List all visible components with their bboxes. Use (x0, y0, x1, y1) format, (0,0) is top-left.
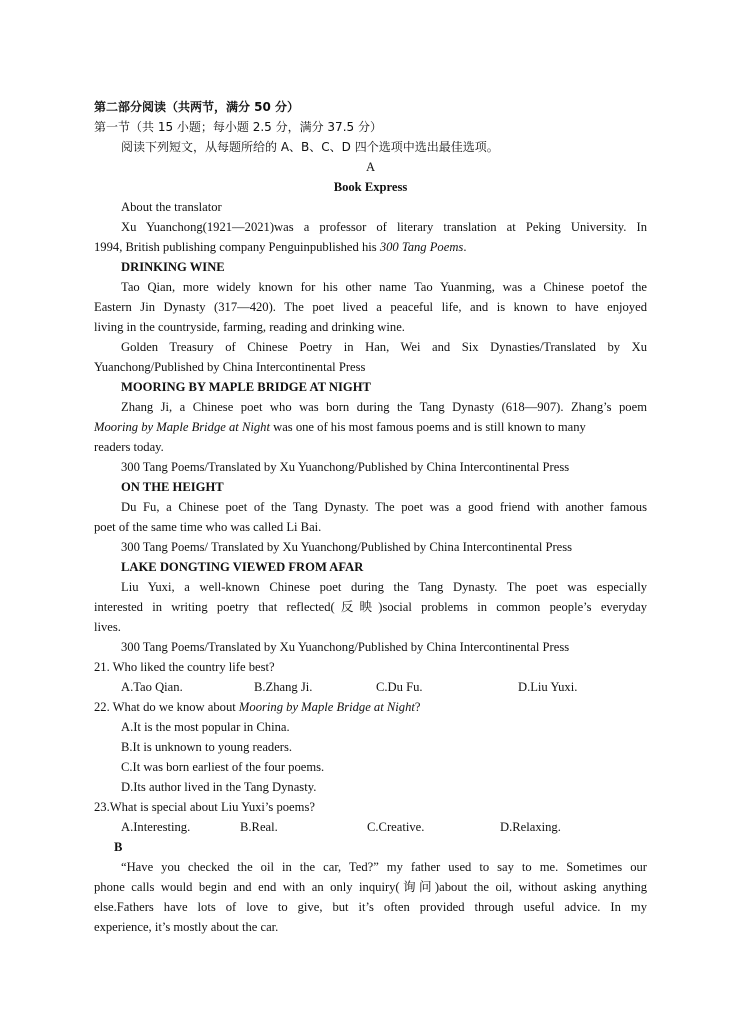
about-translator-label: About the translator (121, 200, 222, 214)
question-options-row (94, 677, 647, 697)
passage-b-letter: B (114, 840, 123, 854)
item-text-line: Mooring by Maple Bridge at Night was one of his most famous poems and is still known to many (94, 420, 586, 434)
item-heading: MOORING BY MAPLE BRIDGE AT NIGHT (121, 380, 371, 394)
item-source-line: 300 Tang Poems/Translated by Xu Yuanchong/Published by China Intercontinental Press (121, 640, 570, 654)
question-options-row (94, 817, 647, 837)
item-source-line: 300 Tang Poems/ Translated by Xu Yuanchong/Published by China Intercontinental Press (121, 540, 573, 554)
option-c: C.Creative. (367, 820, 425, 834)
item-source-line: 300 Tang Poems/Translated by Xu Yuanchong/Published by China Intercontinental Press (121, 460, 570, 474)
document-page (94, 97, 647, 937)
section-heading: 第一节（共 15 小题；每小题 2.5 分，满分 37.5 分） (94, 120, 382, 134)
question-stem: 22. What do we know about Mooring by Maple Bridge at Night? (94, 700, 421, 714)
passage-b-line: experience, it’s mostly about the car. (94, 920, 279, 934)
option-b: B.Zhang Ji. (254, 680, 313, 694)
option-d: D.Its author lived in the Tang Dynasty. (121, 780, 317, 794)
option-c: C.It was born earliest of the four poems. (121, 760, 325, 774)
passage-b-line: else.Fathers have lots of love to give, but it’s often provided through useful advice. In my (94, 900, 647, 914)
option-b: B.It is unknown to young readers. (121, 740, 293, 754)
passage-a-title: Book Express (333, 180, 408, 194)
item-text-line: Tao Qian, more widely known for his other name Tao Yuanming, was a Chinese poetof the (121, 280, 647, 294)
option-b: B.Real. (240, 820, 278, 834)
option-c: C.Du Fu. (376, 680, 423, 694)
option-d: D.Relaxing. (500, 820, 561, 834)
item-text-line: lives. (94, 620, 121, 634)
poem-title: Mooring by Maple Bridge at Night (94, 420, 270, 434)
passage-a-letter: A (365, 160, 376, 174)
item-text-line: poet of the same time who was called Li Bai. (94, 520, 322, 534)
option-d: D.Liu Yuxi. (518, 680, 578, 694)
passage-b-line: “Have you checked the oil in the car, Ted?” my father used to say to me. Sometimes our (121, 860, 647, 874)
passage-b-line: phone calls would begin and end with an only inquiry(询问)about the oil, without asking anything (94, 880, 647, 894)
item-text-line: living in the countryside, farming, reading and drinking wine. (94, 320, 405, 334)
item-text-line: Eastern Jin Dynasty (317—420). The poet lived a peaceful life, and is known to have enjoyed (94, 300, 647, 314)
option-a: A.It is the most popular in China. (121, 720, 290, 734)
item-heading: ON THE HEIGHT (121, 480, 224, 494)
item-source-line: Golden Treasury of Chinese Poetry in Han, Wei and Six Dynasties/Translated by Xu (121, 340, 647, 354)
item-heading: DRINKING WINE (121, 260, 225, 274)
item-text-line: Zhang Ji, a Chinese poet who was born during the Tang Dynasty (618—907). Zhang’s poem (121, 400, 647, 414)
option-a: A.Tao Qian. (121, 680, 183, 694)
part-heading: 第二部分阅读（共两节，满分 50 分） (94, 100, 300, 114)
option-a: A.Interesting. (121, 820, 191, 834)
item-text-line: Liu Yuxi, a well-known Chinese poet during the Tang Dynasty. The poet was especially (121, 580, 647, 594)
question-stem: 21. Who liked the country life best? (94, 660, 275, 674)
item-source-line: Yuanchong/Published by China Intercontinental Press (94, 360, 366, 374)
question-stem: 23.What is special about Liu Yuxi’s poems? (94, 800, 315, 814)
instructions: 阅读下列短文，从每题所给的 A、B、C、D 四个选项中选出最佳选项。 (121, 140, 499, 154)
translator-intro-line: 1994, British publishing company Penguinpublished his 300 Tang Poems. (94, 240, 467, 254)
translator-intro-line: Xu Yuanchong(1921—2021)was a professor of literary translation at Peking University. In (121, 220, 647, 234)
item-text-line: readers today. (94, 440, 164, 454)
book-title: 300 Tang Poems (379, 240, 464, 254)
item-heading: LAKE DONGTING VIEWED FROM AFAR (121, 560, 364, 574)
item-text-line: Du Fu, a Chinese poet of the Tang Dynasty. The poet was a good friend with another famous (121, 500, 647, 514)
item-text-line: interested in writing poetry that reflected(反映)social problems in common people’s everyday (94, 600, 647, 614)
